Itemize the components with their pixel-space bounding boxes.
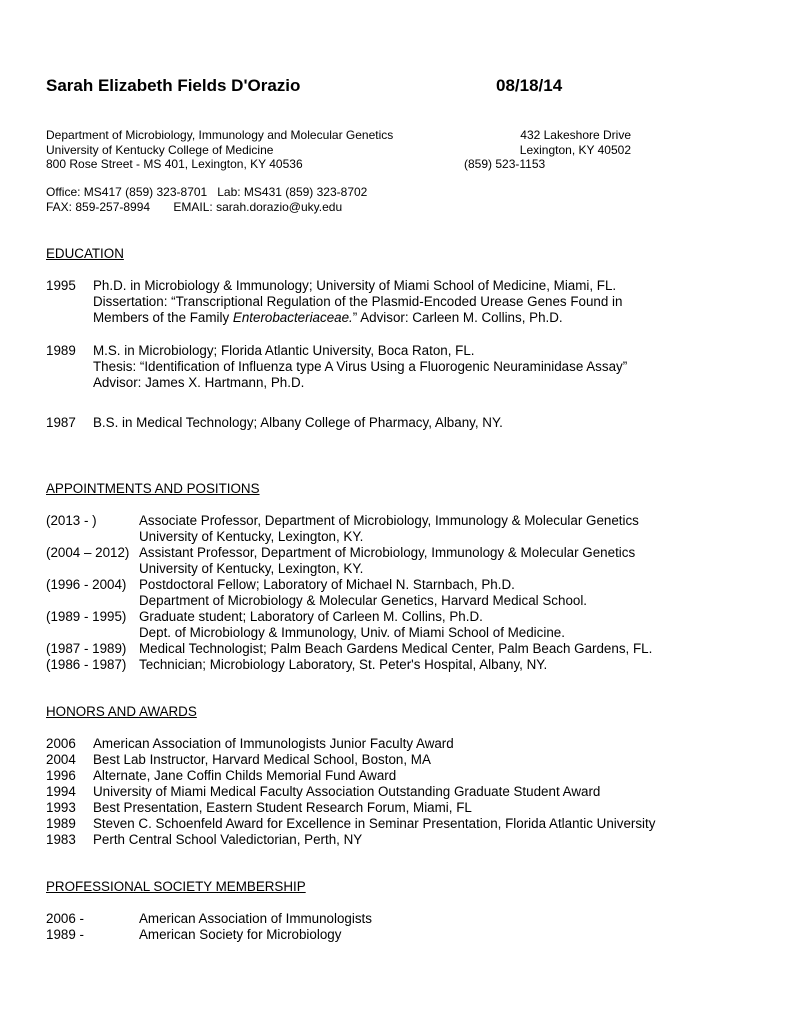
honor-text: Perth Central School Valedictorian, Perth, NY: [93, 832, 363, 847]
education-degree: Ph.D. in Microbiology & Immunology; University of Miami School of Medicine, Miami, FL.: [93, 278, 617, 293]
appointment-item: [46, 609, 483, 625]
contact-office: Office: MS417 (859) 323-8701: [46, 185, 208, 199]
contact-home-street: 432 Lakeshore Drive: [520, 128, 631, 142]
contact-work: [46, 128, 393, 172]
membership-heading: PROFESSIONAL SOCIETY MEMBERSHIP: [46, 879, 306, 894]
honor-text: American Association of Immunologists Junior Faculty Award: [93, 736, 454, 751]
appointment-period: (1987 - 1989): [46, 641, 127, 656]
appointment-item: [46, 513, 639, 529]
honor-item: [46, 800, 472, 816]
appointment-title: Associate Professor, Department of Microbiology, Immunology & Molecular Genetics: [139, 513, 639, 528]
appointment-item: [46, 641, 652, 657]
cv-name: Sarah Elizabeth Fields D'Orazio: [46, 76, 301, 95]
contact-fax: FAX: 859-257-8994: [46, 199, 151, 214]
honor-year: 2004: [46, 752, 76, 767]
education-item: [46, 278, 616, 294]
appointment-period: (2013 - ): [46, 513, 97, 528]
education-year: 1989: [46, 343, 76, 358]
contact-lab: Lab: MS431 (859) 323-8702: [217, 185, 368, 199]
appointment-detail: University of Kentucky, Lexington, KY.: [139, 561, 364, 576]
appointments-heading: APPOINTMENTS AND POSITIONS: [46, 481, 260, 496]
education-year: 1987: [46, 415, 76, 430]
honor-text: Best Lab Instructor, Harvard Medical School, Boston, MA: [93, 752, 431, 767]
education-item: [46, 343, 475, 359]
honor-year: 1983: [46, 832, 76, 847]
contact-home-phone: (859) 523-1153: [464, 157, 546, 171]
membership-item: [46, 911, 372, 927]
appointment-title: Graduate student; Laboratory of Carleen M. Collins, Ph.D.: [139, 609, 483, 624]
honor-text: Alternate, Jane Coffin Childs Memorial Fund Award: [93, 768, 397, 783]
honor-year: 2006: [46, 736, 76, 751]
appointment-title: Postdoctoral Fellow; Laboratory of Michael N. Starnbach, Ph.D.: [139, 577, 515, 592]
education-detail: Thesis: “Identification of Influenza type A Virus Using a Fluorogenic Neuraminidase Assay”: [93, 359, 628, 374]
education-degree: B.S. in Medical Technology; Albany College of Pharmacy, Albany, NY.: [93, 415, 503, 430]
appointment-title: Medical Technologist; Palm Beach Gardens Medical Center, Palm Beach Gardens, FL.: [139, 641, 653, 656]
appointment-period: (1996 - 2004): [46, 577, 127, 592]
appointment-item: [46, 545, 635, 561]
honor-item: [46, 784, 600, 800]
honor-year: 1989: [46, 816, 76, 831]
contact-college: University of Kentucky College of Medicine: [46, 142, 274, 157]
membership-year: 2006 -: [46, 911, 84, 926]
honor-item: [46, 816, 655, 832]
contact-email: EMAIL: sarah.dorazio@uky.edu: [173, 199, 343, 214]
education-item: [46, 415, 503, 431]
membership-year: 1989 -: [46, 927, 84, 942]
appointment-period: (2004 – 2012): [46, 545, 130, 560]
appointment-item: [46, 657, 547, 673]
education-year: 1995: [46, 278, 76, 293]
honor-year: 1996: [46, 768, 76, 783]
family-name-italic: Enterobacteriaceae.: [232, 310, 353, 325]
honor-year: 1994: [46, 784, 76, 799]
honors-heading: HONORS AND AWARDS: [46, 704, 197, 719]
appointment-period: (1989 - 1995): [46, 609, 127, 624]
education-detail: Members of the Family Enterobacteriaceae.” Advisor: Carleen M. Collins, Ph.D.: [93, 310, 563, 325]
membership-text: American Society for Microbiology: [139, 927, 342, 942]
cv-date: 08/18/14: [496, 76, 563, 95]
membership-item: [46, 927, 341, 943]
contact-home-city: Lexington, KY 40502: [519, 142, 631, 157]
contact-work-address: 800 Rose Street - MS 401, Lexington, KY 40536: [46, 157, 303, 171]
appointment-title: Technician; Microbiology Laboratory, St. Peter's Hospital, Albany, NY.: [139, 657, 548, 672]
appointment-detail: Dept. of Microbiology & Immunology, Univ. of Miami School of Medicine.: [139, 625, 565, 640]
contact-dept: Department of Microbiology, Immunology and Molecular Genetics: [46, 128, 394, 142]
appointment-item: [46, 577, 515, 593]
honor-year: 1993: [46, 800, 76, 815]
appointment-detail: Department of Microbiology & Molecular Genetics, Harvard Medical School.: [139, 593, 588, 608]
honor-text: Best Presentation, Eastern Student Research Forum, Miami, FL: [93, 800, 472, 815]
appointment-detail: University of Kentucky, Lexington, KY.: [139, 529, 364, 544]
honor-item: [46, 832, 362, 848]
education-detail: Advisor: James X. Hartmann, Ph.D.: [93, 375, 305, 390]
honor-text: University of Miami Medical Faculty Association Outstanding Graduate Student Award: [93, 784, 601, 799]
education-detail: Dissertation: “Transcriptional Regulation of the Plasmid-Encoded Urease Genes Found in: [93, 294, 623, 309]
education-degree: M.S. in Microbiology; Florida Atlantic University, Boca Raton, FL.: [93, 343, 475, 358]
appointment-title: Assistant Professor, Department of Microbiology, Immunology & Molecular Genetics: [139, 545, 636, 560]
appointment-period: (1986 - 1987): [46, 657, 127, 672]
honor-item: [46, 752, 431, 768]
contact-phones: [46, 185, 367, 214]
honor-item: [46, 736, 454, 752]
contact-home: [464, 128, 631, 172]
honor-text: Steven C. Schoenfeld Award for Excellence in Seminar Presentation, Florida Atlantic University: [93, 816, 656, 831]
education-heading: EDUCATION: [46, 246, 124, 261]
membership-text: American Association of Immunologists: [139, 911, 372, 926]
honor-item: [46, 768, 396, 784]
